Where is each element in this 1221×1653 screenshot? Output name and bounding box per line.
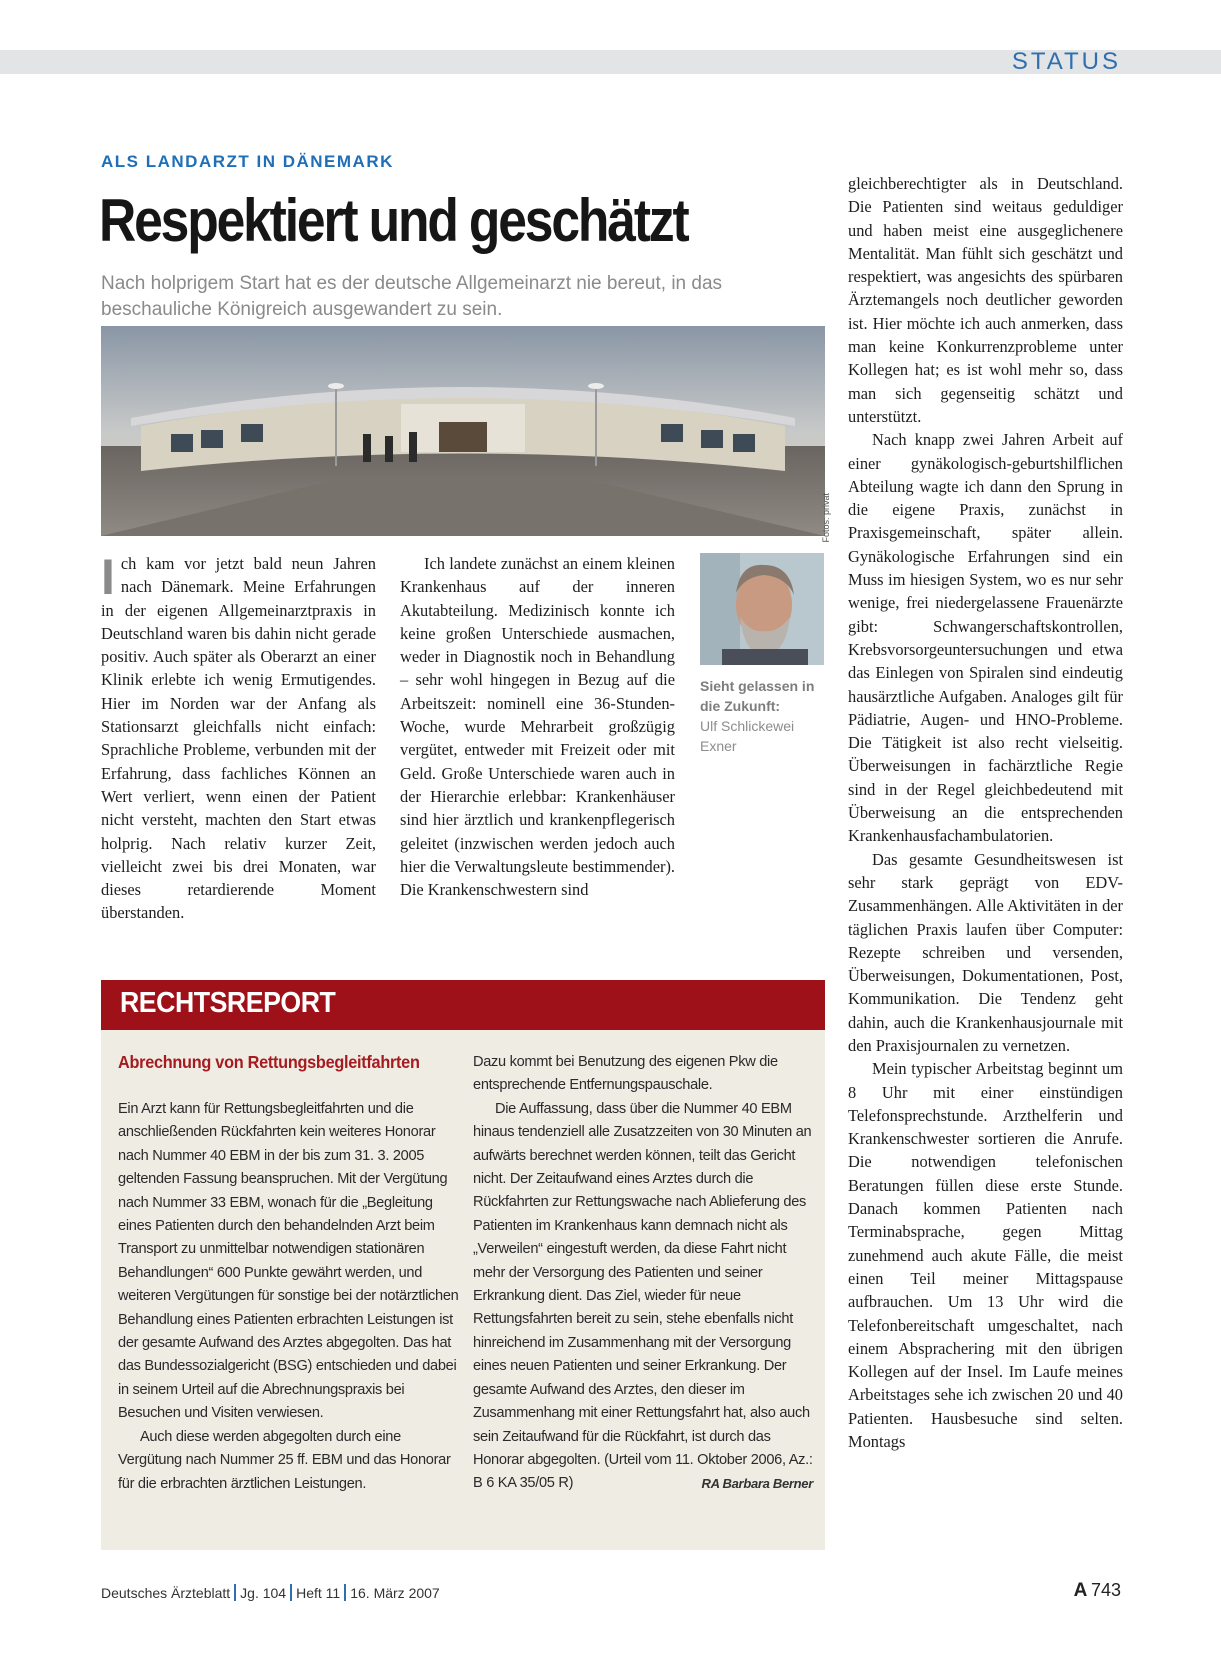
divider xyxy=(344,1584,346,1601)
portrait-illustration xyxy=(700,553,824,665)
rechtsreport-column-2 xyxy=(473,1051,813,1496)
clinic-illustration xyxy=(101,326,825,536)
page-prefix: A xyxy=(1073,1580,1088,1601)
journal-issue: Heft 11 xyxy=(296,1585,341,1601)
paragraph: gleichberechtigter als in Deutschland. Die Patienten sind weitaus geduldiger und haben meist eine ausgeglichenere Mentalität. Man fühlt sich geschätzt und respektiert, was angesichts des spürbaren Ärztemangels noch deutlicher geworden ist. Hier möchte ich auch anmerken, dass man keine Konkurrenzprobleme unter Kollegen hat; es ist wohl mehr so, dass man sich gegenseitig schätzt und unterstützt. xyxy=(848,174,1123,426)
caption-name: Ulf Schlickewei Exner xyxy=(700,718,795,754)
rechtsreport-subtitle: Abrechnung von Rettungsbegleitfahrten xyxy=(118,1052,420,1072)
paragraph: Nach knapp zwei Jahren Arbeit auf einer gynäkologisch-geburtshilflichen Abteilung wagte ich dann den Sprung in die eigene Praxis, zunächst in Praxisgemeinschaft, später allein. Gynäkologische Erfahrungen sind ein Muss im hiesigen System, wo es nur sehr wenige, frei niedergelassene Frauenärzte gibt: Schwangerschaftskontrollen, Krebsvorsorgeuntersuchungen und etwa das Einlegen von Spiralen sind eindeutig hausärztliche Aufgaben. Analoges gilt für Pädiatrie, Augen- und HNO-Probleme. Die Tätigkeit ist also recht vielseitig. Überweisungen in fachärztliche Regie sind in der Regel gleichbedeutend mit Überweisung an die entsprechenden Krankenhausfachambulatorien. xyxy=(848,430,1123,846)
drop-cap: I xyxy=(101,549,115,605)
paragraph: Ein Arzt kann für Rettungsbegleitfahrten und die anschließenden Rückfahrten kein weiteres Honorar nach Nummer 40 EBM in der bis zum 31. 3. 2005 geltenden Fassung beanspruchen. Mit der Vergütung nach Nummer 33 EBM, wonach für die „Begleitung eines Patienten durch den behandelnden Arzt beim Transport zu unmittelbar notwendigen stationären Behandlungen“ 600 Punkte gewährt werden, und weiteren Vergütungen für sonstige bei der notärztlichen Behandlung eines Patienten erbrachten Leistungen ist der gesamte Aufwand des Arztes abgegolten. Das hat das Bundessozialgericht (BSG) entschieden und dabei in seinem Urteil auf die Abrechnungspraxis bei Besuchen und Visiten verwiesen. xyxy=(118,1101,459,1422)
journal-name: Deutsches Ärzteblatt xyxy=(101,1585,231,1601)
paragraph: Das gesamte Gesundheitswesen ist sehr stark geprägt von EDV-Zusammenhängen. Alle Aktivitäten in der täglichen Praxis laufen über Computer: Rezepte schreiben und versenden, Überweisungen, Dokumentationen, Post, Kommunikation. Die Tendenz geht dahin, auch die Krankenhausjournale mit den Praxisjournalen zu vernetzen. xyxy=(848,849,1123,1055)
article-lead: Nach holprigem Start hat es der deutsche Allgemeinarzt nie bereut, in das beschauliche Königreich ausgewandert zu sein. xyxy=(101,273,723,320)
divider xyxy=(290,1584,292,1601)
portrait-photo xyxy=(700,553,824,665)
article-column-3 xyxy=(848,172,1123,1453)
journal-volume: Jg. 104 xyxy=(240,1585,287,1601)
article-title: Respektiert und geschätzt xyxy=(99,187,688,254)
paragraph: ch kam vor jetzt bald neun Jahren nach Dänemark. Meine Erfahrungen in der eigenen Allgemeinarztpraxis in Deutschland waren bis dahin nicht gerade positiv. Auch später als Oberarzt an einer Klinik erlebte ich wenig Ermutigendes. Hier im Norden war der Anfang als Stationsarzt gleichfalls nicht einfach: Sprachliche Probleme, verbunden mit der Erfahrung, dass fachliches Können an Wert verliert, wenn einen der Patient nicht versteht, machten den Start etwas holprig. Nach relativ kurzer Zeit, vielleicht zwei bis drei Monaten, war dieses retardierende Moment überstanden. xyxy=(101,554,376,923)
article-column-2 xyxy=(400,552,675,901)
paragraph xyxy=(473,1098,813,1496)
section-label: STATUS xyxy=(1011,48,1121,75)
divider xyxy=(234,1584,236,1601)
page-number-value: 743 xyxy=(1090,1580,1121,1600)
author-signature: RA Barbara Berner xyxy=(701,1476,813,1492)
paragraph: Dazu kommt bei Benutzung des eigenen Pkw die entsprechende Entfernungspauschale. xyxy=(473,1054,778,1094)
paragraph: Auch diese werden abgegolten durch eine Vergütung nach Nummer 25 ff. EBM und das Honorar für die erbrachten ärztlichen Leistungen. xyxy=(118,1428,451,1492)
portrait-caption xyxy=(700,676,830,756)
clinic-photo xyxy=(101,326,825,536)
photo-credit: Fotos: privat xyxy=(821,493,831,543)
article-column-1 xyxy=(101,549,376,925)
paragraph: Mein typischer Arbeitstag beginnt um 8 Uhr mit einer einstündigen Telefonsprechstunde. Arzthelferin und Krankenschwester sortieren die Anrufe. Die notwendigen telefonischen Beratungen füllen diese erste Stunde. Danach kommen Patienten nach Terminabsprache, gegen Mittag zunehmend auch akute Fälle, die meist einen Teil meiner Mittagspause aufbrauchen. Um 13 Uhr wird die Telefonbereitschaft umgeschaltet, nach einem Absprachering mit den übrigen Kollegen auf der Insel. Im Laufe meines Arbeitstages sehe ich zwischen 20 und 40 Patienten. Hausbesuche sind selten. Montags xyxy=(848,1059,1123,1452)
page-number xyxy=(1074,1580,1121,1602)
paragraph: Ich landete zunächst an einem kleinen Krankenhaus auf der inneren Akutabteilung. Medizinisch konnte ich keine großen Unterschiede ausmachen, weder in Diagnostik noch in Behandlung – sehr wohl hingegen in Bezug auf die Arbeitszeit: nominell eine 36-Stunden-Woche, wurde Mehrarbeit großzügig vergütet, entweder mit Freizeit oder mit Geld. Große Unterschiede waren auch in der Hierarchie erlebbar: Krankenhäuser sind hier ärztlich und krankenpflegerisch geleitet (inzwischen werden jedoch auch hier die Verwaltungsleute bestimmender). Die Krankenschwestern sind xyxy=(400,554,675,900)
caption-title: Sieht gelassen in die Zukunft: xyxy=(700,678,815,714)
journal-date: 16. März 2007 xyxy=(350,1585,440,1601)
rechtsreport-title: RECHTSREPORT xyxy=(120,987,336,1019)
rechtsreport-column-1 xyxy=(118,1098,460,1496)
article-kicker: ALS LANDARZT IN DÄNEMARK xyxy=(101,152,394,171)
footer-citation xyxy=(101,1584,440,1601)
paragraph-text: Die Auffassung, dass über die Nummer 40 EBM hinaus tendenziell alle Zusatzzeiten von 30 Minuten an aufwärts berechnet werden können, teilt das Gericht nicht. Der Zeitaufwand eines Arztes durch die Rückfahrten zur Rettungswache nach Ablieferung des Patienten im Krankenhaus kann demnach nicht als „Verweilen“ eingestuft werden, da diese Fahrt nicht mehr der Versorgung des Patienten und seiner Erkrankung dient. Das Ziel, wieder für neue Rettungsfahrten bereit zu sein, stehe ebenfalls nicht hinreichend im Zusammenhang mit der Versorgung eines neuen Patienten und seiner Erkrankung. Der gesamte Aufwand des Arztes, den dieser im Zusammenhang mit einer Rettungsfahrt hat, also auch sein Zeitaufwand für die Rückfahrt, ist durch das Honorar abgegolten. (Urteil vom 11. Oktober 2006, Az.: B 6 KA 35/05 R) xyxy=(473,1100,813,1492)
